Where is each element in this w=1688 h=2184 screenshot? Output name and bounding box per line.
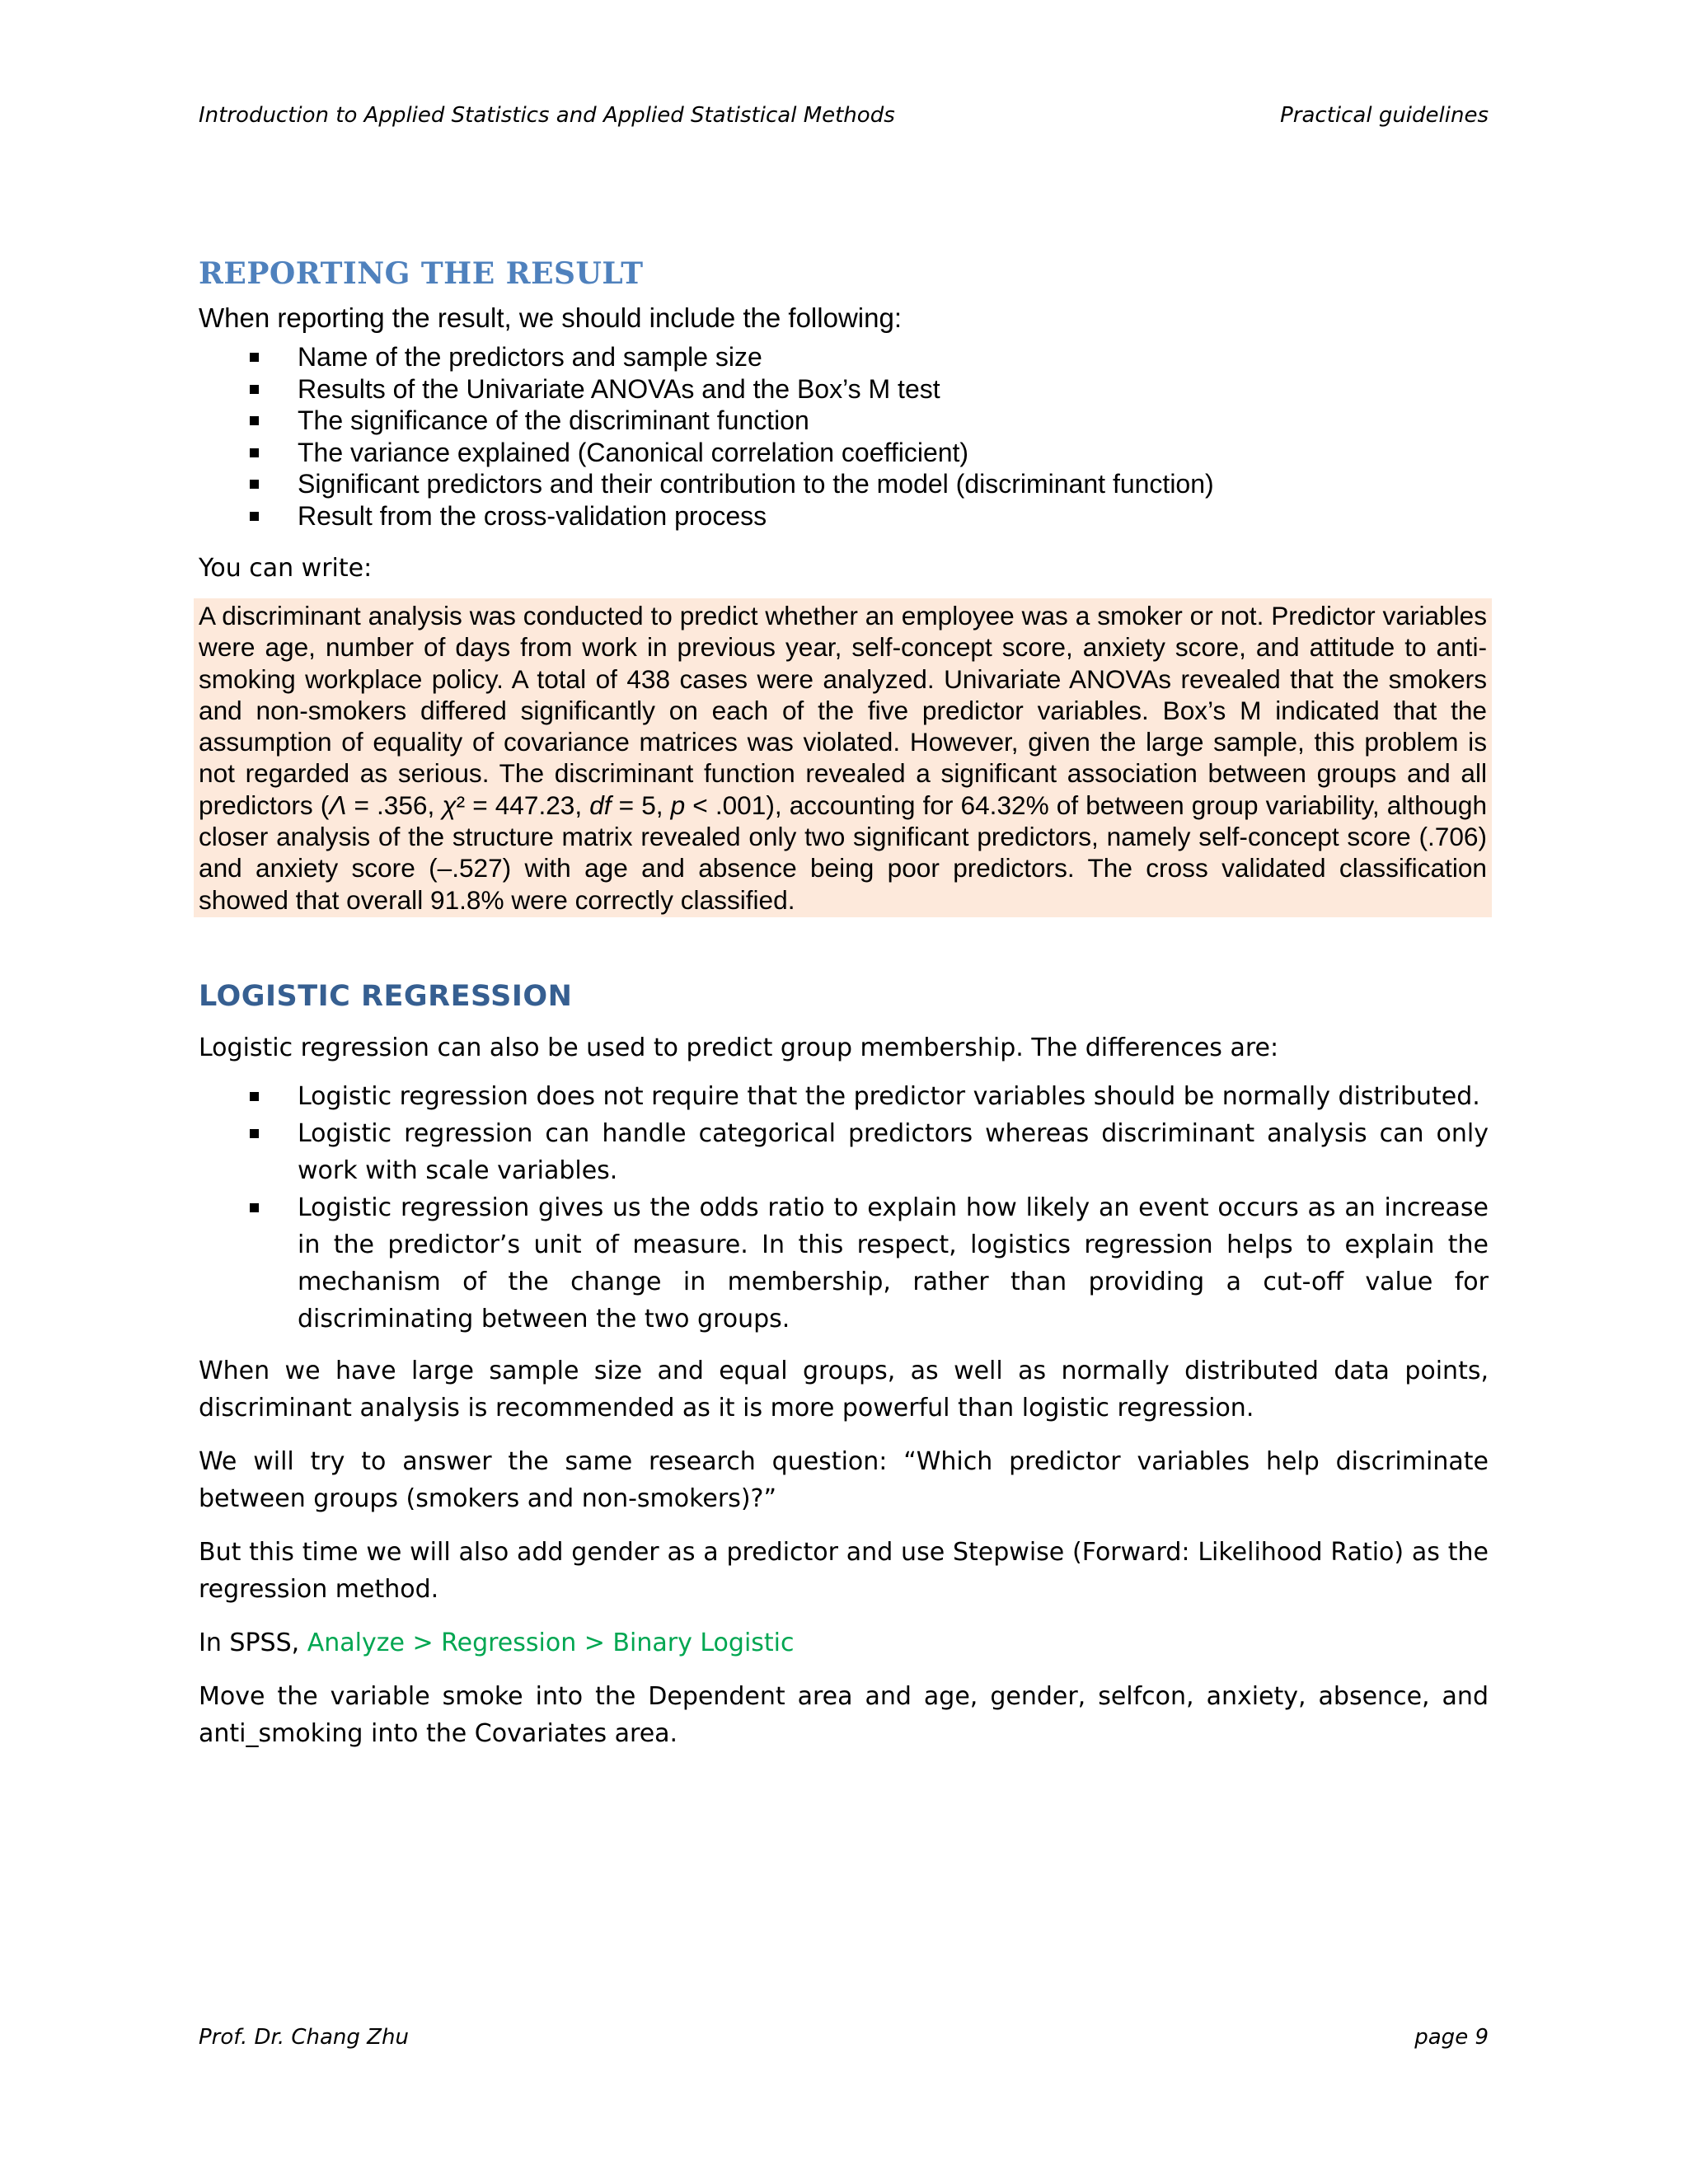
list-item: Significant predictors and their contribution to the model (discriminant function) <box>199 468 1489 500</box>
running-header <box>199 101 1489 130</box>
spss-menu-path: Analyze > Regression > Binary Logistic <box>307 1628 795 1657</box>
paragraph-sample-size: When we have large sample size and equal groups, as well as normally distributed data points, discriminant analysis is recommended as it is more powerful than logistic regression. <box>199 1356 1489 1422</box>
heading-logistic-regression: LOGISTIC REGRESSION <box>199 979 573 1013</box>
logistic-intro: Logistic regression can also be used to predict group membership. The differences are: <box>199 1033 1279 1062</box>
report-text: A discriminant analysis was conducted to predict whether an employee was a smoker or not. Predictor variables were age, number of days from work in previous year, self-concept score, anxiety score, and attitude to anti-smoking workplace policy. A total of 438 cases were analyzed. Univariate ANOVAs revealed that the smokers and non-smokers differed significantly on each of the five predictor variables. Box’s M indicated that the assumption of equality of covariance matrices was violated. However, given the large sample, this problem is not regarded as serious. The discriminant function revealed a significant association between groups and all predictors ( <box>199 601 1487 820</box>
report-text: ² = 447.23, <box>456 790 590 820</box>
heading-reporting-result: REPORTING THE RESULT <box>199 256 644 291</box>
report-text: < .001), accounting for 64.32% of between group variability, although closer analysis of the structure matrix revealed only two significant predictors, namely self-concept score (.706) and anxiety score (–.527) with age and absence being poor predictors. The cross validated classification showed that overall 91.8% were correctly classified. <box>199 790 1488 915</box>
list-item: Result from the cross-validation process <box>199 500 1489 532</box>
df-symbol: df <box>589 790 612 820</box>
list-item: Logistic regression does not require that the predictor variables should be normally distributed. <box>199 1078 1489 1115</box>
report-text: = .356, <box>346 790 443 820</box>
reporting-checklist <box>199 341 1489 532</box>
paragraph-spss-path <box>199 1624 1489 1661</box>
header-section: Practical guidelines <box>1280 103 1489 128</box>
you-can-write-label: You can write: <box>199 554 373 583</box>
header-title: Introduction to Applied Statistics and Applied Statistical Methods <box>199 103 895 128</box>
lambda-symbol: Λ <box>329 790 347 820</box>
list-item: Logistic regression can handle categorical predictors whereas discriminant analysis can only work with scale variables. <box>199 1115 1489 1189</box>
paragraph-move-variables: Move the variable smoke into the Dependent area and age, gender, selfcon, anxiety, absence, and anti_smoking into the Covariates area. <box>199 1681 1489 1748</box>
logistic-differences-list <box>199 1078 1489 1338</box>
footer-page-number: page 9 <box>1414 2025 1489 2050</box>
paragraph-research-question: We will try to answer the same research question: “Which predictor variables help discriminate between groups (smokers and non-smokers)?” <box>199 1446 1489 1513</box>
reporting-intro: When reporting the result, we should include the following: <box>199 302 902 333</box>
p-symbol: p <box>670 790 686 820</box>
list-item: Results of the Univariate ANOVAs and the Box’s M test <box>199 373 1489 405</box>
example-report-box <box>194 598 1492 917</box>
paragraph-gender-predictor: But this time we will also add gender as a predictor and use Stepwise (Forward: Likelihood Ratio) as the regression method. <box>199 1537 1489 1604</box>
spss-prefix: In SPSS, <box>199 1628 307 1657</box>
report-text: = 5, <box>611 790 671 820</box>
footer-author: Prof. Dr. Chang Zhu <box>199 2025 409 2050</box>
list-item: Name of the predictors and sample size <box>199 341 1489 373</box>
main-content <box>199 251 1489 1752</box>
list-item: Logistic regression gives us the odds ratio to explain how likely an event occurs as an increase in the predictor’s unit of measure. In this respect, logistics regression helps to explain the mechanism of the change in membership, rather than providing a cut-off value for discriminating between the two groups. <box>199 1189 1489 1338</box>
running-footer <box>199 2022 1489 2052</box>
list-item: The variance explained (Canonical correlation coefficient) <box>199 437 1489 469</box>
chi-symbol: χ <box>442 790 457 820</box>
list-item: The significance of the discriminant function <box>199 405 1489 437</box>
